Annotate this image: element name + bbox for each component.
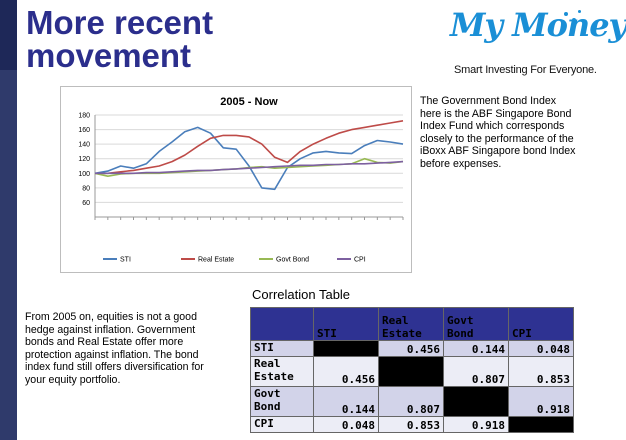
- header-real-estate: Real Estate: [379, 308, 444, 341]
- row-label: Govt Bond: [251, 387, 314, 417]
- chart-title: 2005 - Now: [220, 96, 278, 108]
- table-row: [251, 417, 574, 433]
- table-cell: 0.048: [314, 417, 379, 433]
- table-cell: 0.807: [444, 357, 509, 387]
- y-tick-label: 140: [78, 141, 90, 149]
- table-row: [251, 357, 574, 387]
- logo-tagline: Smart Investing For Everyone.: [454, 64, 597, 76]
- table-cell: 0.918: [509, 387, 574, 417]
- legend-label: CPI: [354, 256, 366, 264]
- header-cpi: CPI: [509, 308, 574, 341]
- y-tick-label: 80: [82, 185, 90, 193]
- series-line: [95, 162, 403, 174]
- header-sti: STI: [314, 308, 379, 341]
- diagonal-cell: [379, 357, 444, 387]
- bond-index-note: The Government Bond Index here is the ABF Singapore Bond Index Fund which corresponds closely to the performance of the iBoxx ABF Singapore bond Index before expenses.: [420, 95, 576, 170]
- y-tick-label: 160: [78, 127, 90, 135]
- my-money-logo: [432, 6, 626, 80]
- legend-label: STI: [120, 256, 131, 264]
- table-cell: 0.918: [444, 417, 509, 433]
- slide-title-line-1: More recent: [26, 4, 214, 41]
- table-cell: 0.853: [509, 357, 574, 387]
- logo-script: My Money: [450, 6, 626, 44]
- legend-label: Govt Bond: [276, 256, 310, 264]
- diagonal-cell: [444, 387, 509, 417]
- chart-container: [60, 86, 412, 273]
- table-cell: 0.048: [509, 341, 574, 357]
- header-govt-bond: Govt Bond: [444, 308, 509, 341]
- table-cell: 0.853: [379, 417, 444, 433]
- row-label: Real Estate: [251, 357, 314, 387]
- table-cell: 0.144: [444, 341, 509, 357]
- table-cell: 0.144: [314, 387, 379, 417]
- diagonal-cell: [509, 417, 574, 433]
- table-cell: 0.456: [379, 341, 444, 357]
- y-tick-label: 100: [78, 170, 90, 178]
- diagonal-cell: [314, 341, 379, 357]
- slide-title-line-2: movement: [26, 37, 192, 74]
- slide-sidebar-top: [0, 0, 17, 70]
- table-cell: 0.807: [379, 387, 444, 417]
- slide-title: [26, 6, 386, 72]
- y-tick-label: 120: [78, 156, 90, 164]
- correlation-header-row: [251, 308, 574, 341]
- correlation-table-title: Correlation Table: [252, 287, 351, 302]
- table-cell: 0.456: [314, 357, 379, 387]
- y-tick-label: 180: [78, 112, 90, 120]
- line-chart: [61, 87, 411, 272]
- summary-text: From 2005 on, equities is not a good hedge against inflation. Government bonds and Real Estate offer more protection against inflation. The bond index fund still offers diversification for your equity portfolio.: [25, 311, 204, 386]
- y-tick-label: 60: [82, 199, 90, 207]
- legend-label: Real Estate: [198, 256, 235, 264]
- table-row: [251, 387, 574, 417]
- row-label: STI: [251, 341, 314, 357]
- row-label: CPI: [251, 417, 314, 433]
- correlation-table: [250, 307, 574, 433]
- table-row: [251, 341, 574, 357]
- correlation-corner-cell: [251, 308, 314, 341]
